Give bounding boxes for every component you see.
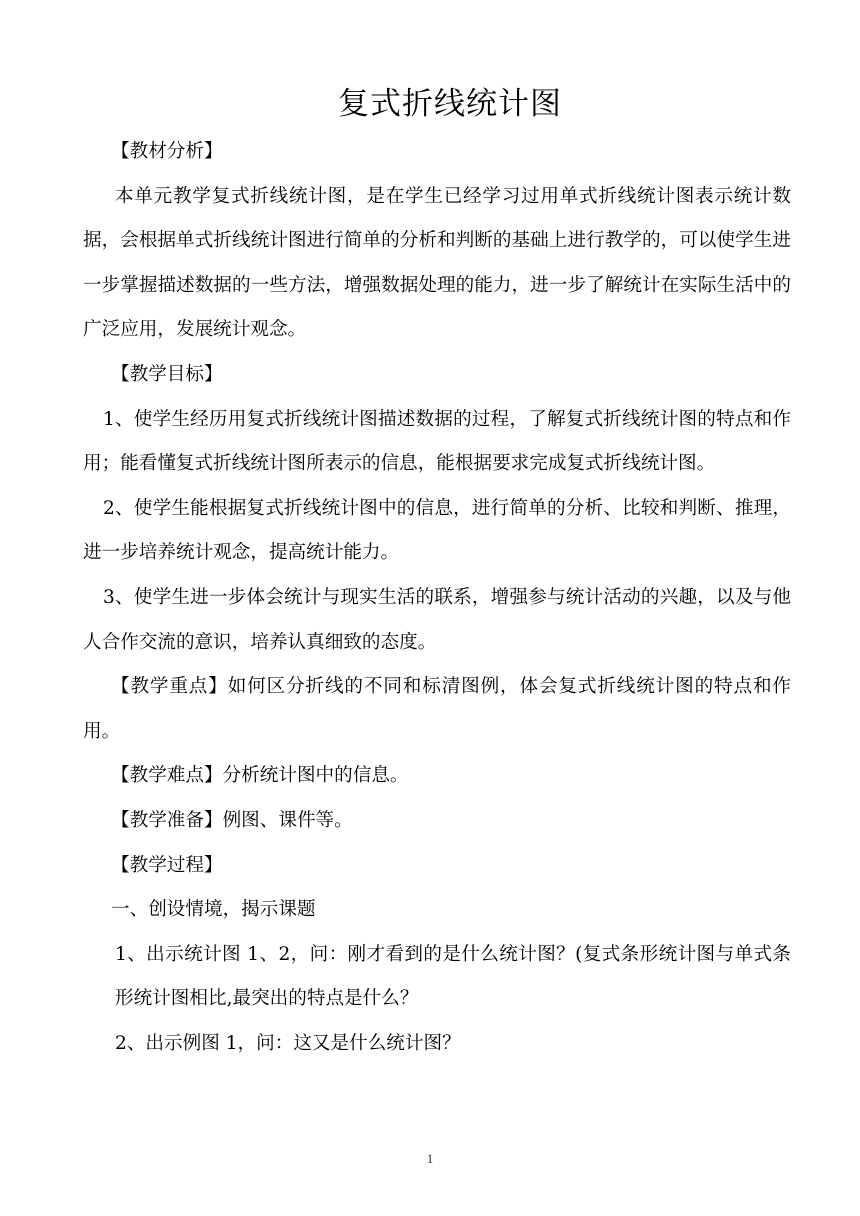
keypoint-paragraph: 【教学重点】如何区分折线的不同和标清图例，体会复式折线统计图的特点和作用。 [83, 676, 791, 742]
goal-item-2: 2、使学生能根据复式折线统计图中的信息，进行简单的分析、比较和判断、推理，进一步培养统计观念，提高统计能力。 [83, 497, 791, 564]
analysis-paragraph: 本单元教学复式折线统计图，是在学生已经学习过用单式折线统计图表示统计数据，会根据单式折线统计图进行简单的分析和判断的基础上进行教学的，可以使学生进一步掌握描述数据的一些方法，增强数据处理的能力，进一步了解统计在实际生活中的广泛应用，发展统计观念。 [83, 185, 791, 341]
process-heading: 【教学过程】 [111, 854, 223, 876]
difficulty-paragraph: 【教学难点】分析统计图中的信息。 [111, 765, 409, 787]
preparation-paragraph: 【教学准备】例图、课件等。 [111, 809, 353, 831]
page-number: 1 [426, 1151, 434, 1166]
step-1-heading: 一、创设情境，揭示课题 [111, 899, 316, 921]
document-body [83, 130, 791, 1066]
step-1-item-2: 2、出示例图 1，问：这又是什么统计图？ [115, 1032, 461, 1054]
analysis-heading: 【教材分析】 [111, 141, 223, 162]
goal-item-3: 3、使学生进一步体会统计与现实生活的联系，增强参与统计活动的兴趣，以及与他人合作交流的意识，培养认真细致的态度。 [83, 586, 791, 653]
step-1-item-1: 1、出示统计图 1、2，问：刚才看到的是什么统计图？(复式条形统计图与单式条形统计图相比,最突出的特点是什么？ [115, 943, 791, 1010]
goal-item-1: 1、使学生经历用复式折线统计图描述数据的过程，了解复式折线统计图的特点和作用；能看懂复式折线统计图所表示的信息，能根据要求完成复式折线统计图。 [83, 408, 791, 475]
document-title: 复式折线统计图 [338, 86, 562, 122]
goals-heading: 【教学目标】 [111, 363, 223, 385]
